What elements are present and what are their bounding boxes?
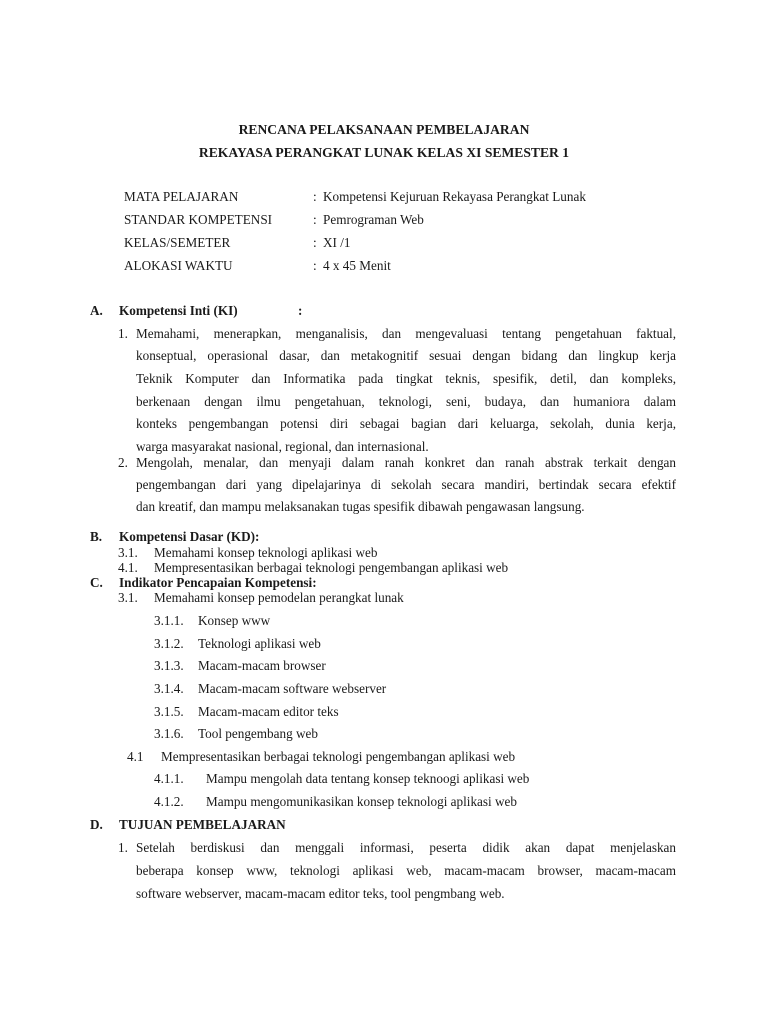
sub-text: Tool pengembang web bbox=[198, 726, 318, 741]
list-text: Mempresentasikan berbagai teknologi pengembangan aplikasi web bbox=[154, 560, 509, 575]
section-letter: C. bbox=[90, 575, 103, 590]
sub-number: 3.1.1. bbox=[154, 613, 184, 628]
info-label: STANDAR KOMPETENSI bbox=[124, 212, 273, 227]
sub-number: 3.1.6. bbox=[154, 726, 184, 741]
sub-text: Macam-macam browser bbox=[198, 658, 326, 673]
info-value: XI /1 bbox=[323, 235, 351, 250]
list-text: Memahami konsep teknologi aplikasi web bbox=[154, 545, 378, 560]
info-value: Pemrograman Web bbox=[323, 212, 424, 227]
list-number: 4.1. bbox=[118, 560, 138, 575]
list-number: 1. bbox=[118, 326, 128, 341]
info-label: MATA PELAJARAN bbox=[124, 189, 239, 204]
list-line: pengembangan dari yang dipelajarinya di sekolah secara mandiri, bertindak secara efektif bbox=[136, 477, 676, 492]
info-value: Kompetensi Kejuruan Rekayasa Perangkat Lunak bbox=[323, 189, 586, 204]
section-heading-colon: : bbox=[298, 303, 303, 318]
list-number: 1. bbox=[118, 840, 128, 855]
list-line: beberapa konsep www, teknologi aplikasi web, macam-macam browser, macam-macam bbox=[136, 863, 676, 878]
list-line: Memahami, menerapkan, menganalisis, dan mengevaluasi tentang pengetahuan faktual, bbox=[136, 326, 676, 341]
list-line: konseptual, operasional dasar, dan metakognitif sesuai dengan bidang dan lingkup kerja bbox=[136, 348, 676, 363]
sub-text: Teknologi aplikasi web bbox=[198, 636, 321, 651]
info-separator: : bbox=[313, 189, 317, 204]
list-text: Mempresentasikan berbagai teknologi pengembangan aplikasi web bbox=[161, 749, 516, 764]
section-heading: Indikator Pencapaian Kompetensi: bbox=[119, 575, 317, 590]
info-label: KELAS/SEMETER bbox=[124, 235, 231, 250]
sub-text: Konsep www bbox=[198, 613, 271, 628]
sub-number: 3.1.4. bbox=[154, 681, 184, 696]
sub-text: Macam-macam software webserver bbox=[198, 681, 387, 696]
info-separator: : bbox=[313, 235, 317, 250]
section-letter: A. bbox=[90, 303, 103, 318]
sub-text: Mampu mengomunikasikan konsep teknologi aplikasi web bbox=[206, 794, 517, 809]
list-line: konteks pengembangan potensi diri sebagai bagian dari keluarga, sekolah, dunia kerja, bbox=[136, 416, 676, 431]
sub-text: Macam-macam editor teks bbox=[198, 704, 339, 719]
sub-number: 3.1.2. bbox=[154, 636, 184, 651]
list-line: Mengolah, menalar, dan menyaji dalam ranah konkret dan ranah abstrak terkait dengan bbox=[136, 455, 676, 470]
info-value: 4 x 45 Menit bbox=[323, 258, 391, 273]
sub-number: 4.1.1. bbox=[154, 771, 184, 786]
info-separator: : bbox=[313, 258, 317, 273]
info-separator: : bbox=[313, 212, 317, 227]
section-letter: D. bbox=[90, 817, 103, 832]
list-number: 2. bbox=[118, 455, 128, 470]
sub-text: Mampu mengolah data tentang konsep teknoogi aplikasi web bbox=[206, 771, 530, 786]
document-subtitle: REKAYASA PERANGKAT LUNAK KELAS XI SEMESTER 1 bbox=[198, 145, 570, 160]
list-line: Teknik Komputer dan Informatika pada tingkat teknis, spesifik, detil, dan kompleks, bbox=[136, 371, 676, 386]
list-line: berkenaan dengan ilmu pengetahuan, teknologi, seni, budaya, dan humaniora dalam bbox=[136, 394, 676, 409]
section-heading: TUJUAN PEMBELAJARAN bbox=[119, 817, 286, 832]
list-line: dan kreatif, dan mampu melaksanakan tugas spesifik dibawah pengawasan langsung. bbox=[136, 499, 585, 514]
list-number: 3.1. bbox=[118, 545, 138, 560]
section-letter: B. bbox=[90, 529, 103, 544]
section-heading: Kompetensi Dasar (KD): bbox=[119, 529, 260, 544]
section-heading: Kompetensi Inti (KI) bbox=[119, 303, 238, 318]
info-label: ALOKASI WAKTU bbox=[124, 258, 233, 273]
sub-number: 3.1.5. bbox=[154, 704, 184, 719]
sub-number: 3.1.3. bbox=[154, 658, 184, 673]
list-number: 4.1 bbox=[127, 749, 144, 764]
list-text: Memahami konsep pemodelan perangkat lunak bbox=[154, 590, 404, 605]
document-title: RENCANA PELAKSANAAN PEMBELAJARAN bbox=[238, 122, 530, 137]
list-line: warga masyarakat nasional, regional, dan internasional. bbox=[136, 439, 429, 454]
list-number: 3.1. bbox=[118, 590, 138, 605]
list-line: software webserver, macam-macam editor teks, tool pengmbang web. bbox=[136, 886, 505, 901]
list-line: Setelah berdiskusi dan menggali informasi, peserta didik akan dapat menjelaskan bbox=[136, 840, 676, 855]
sub-number: 4.1.2. bbox=[154, 794, 184, 809]
